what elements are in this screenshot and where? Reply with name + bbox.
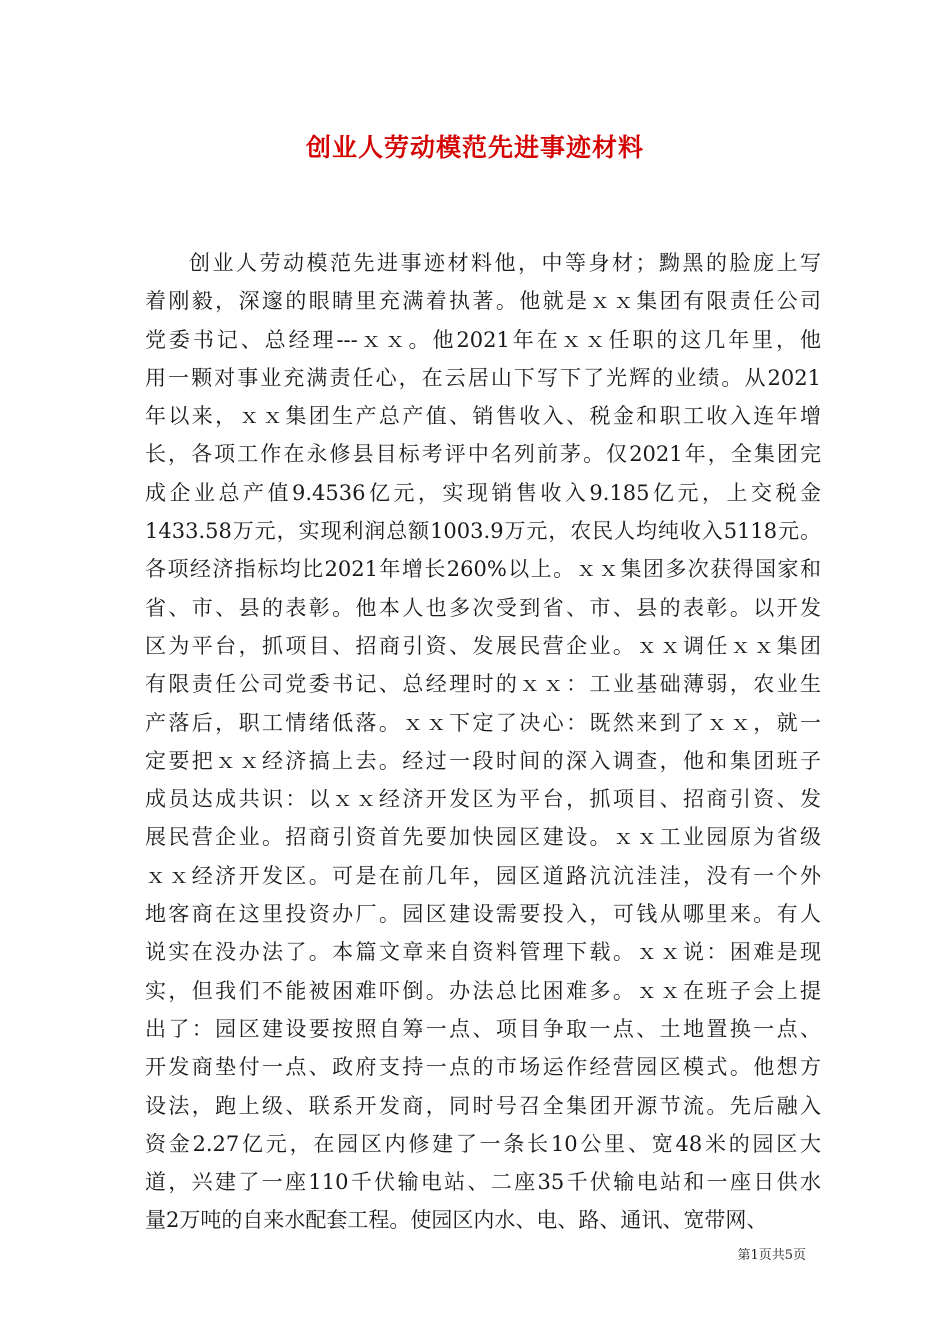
text-line: 省、市、县的表彰。他本人也多次受到省、市、县的表彰。以开发: [145, 595, 821, 620]
text-line: 定要把ｘｘ经济搞上去。经过一段时间的深入调查，他和集团班子: [145, 748, 821, 773]
text-line: 创业人劳动模范先进事迹材料他，中等身材；黝黑的脸庞上写: [189, 251, 821, 275]
text-line: 产落后，职工情绪低落。ｘｘ下定了决心：既然来到了ｘｘ，就一: [145, 710, 821, 735]
text-line: 各项经济指标均比2021年增长260%以上。ｘｘ集团多次获得国家和: [145, 557, 821, 582]
text-line: 长，各项工作在永修县目标考评中名列前茅。仅2021年，全集团完: [145, 442, 821, 467]
text-line: 成企业总产值9.4536亿元，实现销售收入9.185亿元，上交税金: [145, 480, 821, 505]
text-line: 地客商在这里投资办厂。园区建设需要投入，可钱从哪里来。有人: [145, 902, 821, 927]
text-line: 区为平台，抓项目、招商引资、发展民营企业。ｘｘ调任ｘｘ集团: [145, 633, 821, 658]
text-line: 成员达成共识：以ｘｘ经济开发区为平台，抓项目、招商引资、发: [145, 787, 821, 812]
text-line: 实，但我们不能被困难吓倒。办法总比困难多。ｘｘ在班子会上提: [145, 978, 821, 1003]
document-title: 创业人劳动模范先进事迹材料: [305, 133, 644, 162]
text-line: 有限责任公司党委书记、总经理时的ｘｘ：工业基础薄弱，农业生: [145, 672, 821, 697]
text-line: 出了：园区建设要按照自筹一点、项目争取一点、土地置换一点、: [145, 1016, 821, 1041]
text-line: 着刚毅，深邃的眼睛里充满着执著。他就是ｘｘ集团有限责任公司: [145, 289, 821, 314]
text-line: 年以来，ｘｘ集团生产总产值、销售收入、税金和职工收入连年增: [145, 404, 821, 429]
text-line: 设法，跑上级、联系开发商，同时号召全集团开源节流。先后融入: [145, 1093, 821, 1118]
text-line: 开发商垫付一点、政府支持一点的市场运作经营园区模式。他想方: [145, 1055, 821, 1080]
text-line: ｘｘ经济开发区。可是在前几年，园区道路沆沆洼洼，没有一个外: [145, 863, 821, 888]
text-line: 量2万吨的自来水配套工程。使园区内水、电、路、通讯、宽带网、: [145, 1208, 768, 1233]
text-line: 资金2.27亿元，在园区内修建了一条长10公里、宽48米的园区大: [145, 1131, 821, 1156]
text-line: 1433.58万元，实现利润总额1003.9万元，农民人均纯收入5118元。: [145, 519, 821, 544]
text-line: 党委书记、总经理---ｘｘ。他2021年在ｘｘ任职的这几年里，他: [145, 327, 821, 352]
text-line: 道，兴建了一座110千伏输电站、二座35千伏输电站和一座日供水: [145, 1170, 821, 1195]
page-number: 第1页共5页: [737, 1248, 806, 1263]
text-line: 说实在没办法了。本篇文章来自资料管理下载。ｘｘ说：困难是现: [145, 940, 821, 965]
body-paragraph: [145, 244, 821, 1240]
text-line: 用一颗对事业充满责任心，在云居山下写下了光辉的业绩。从2021: [145, 365, 821, 390]
text-line: 展民营企业。招商引资首先要加快园区建设。ｘｘ工业园原为省级: [145, 825, 821, 850]
